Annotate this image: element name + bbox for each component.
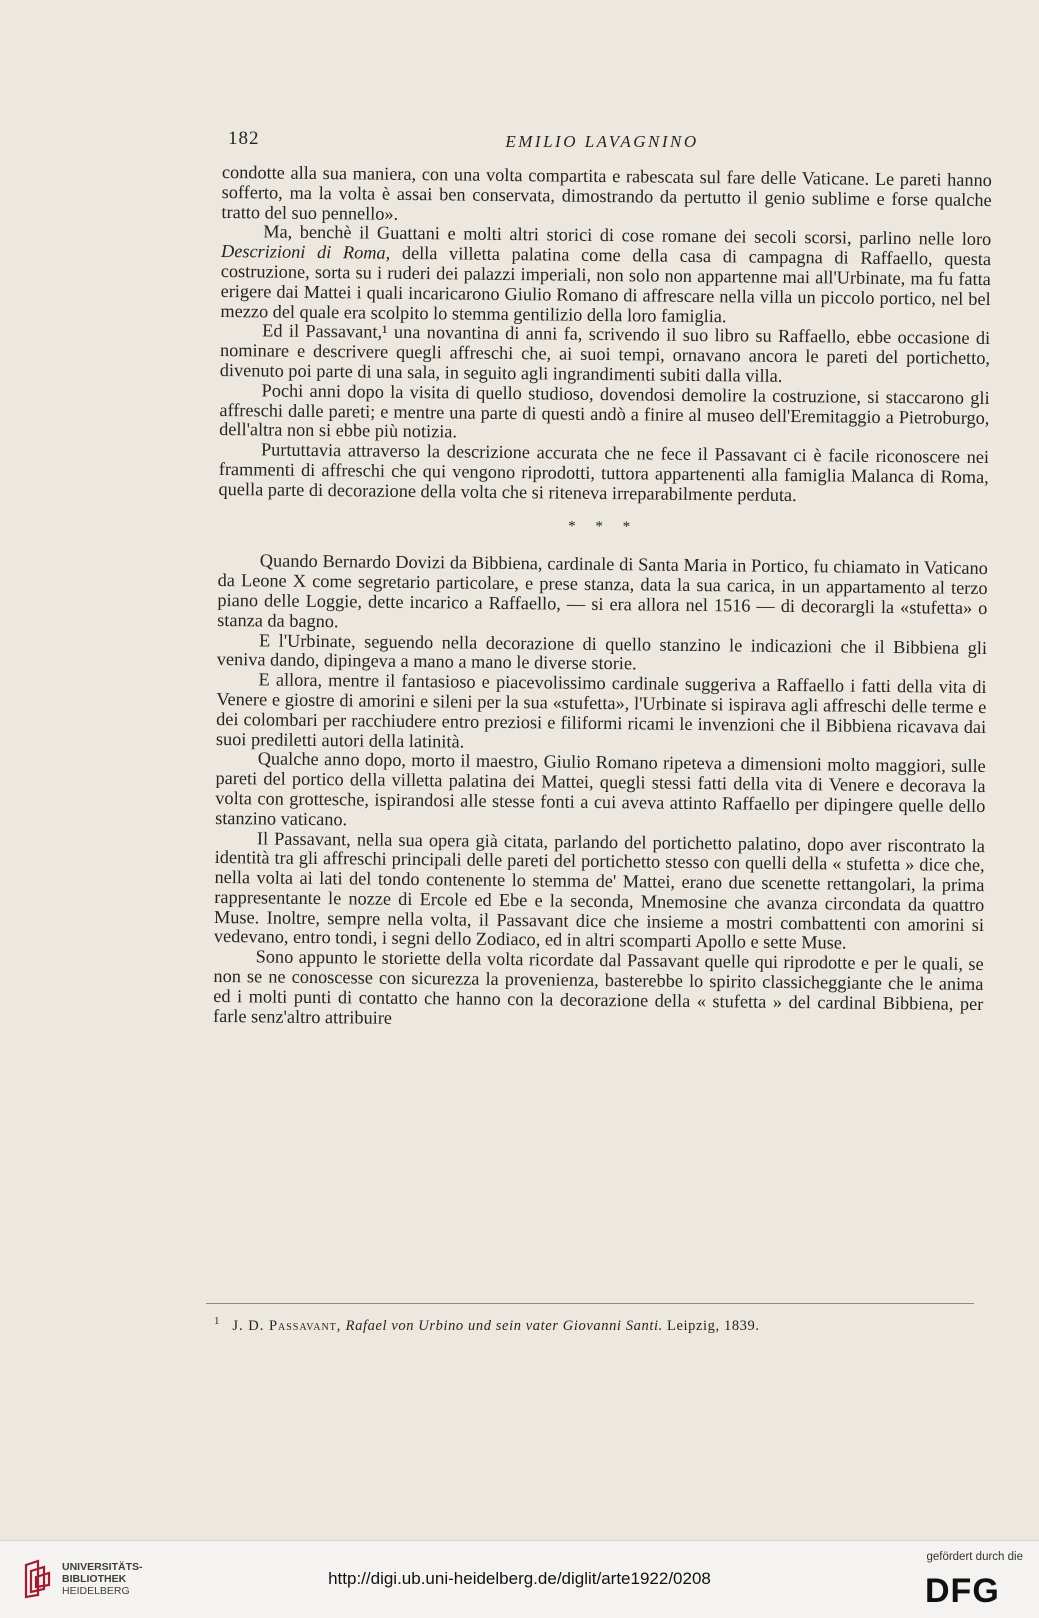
paragraph: Qualche anno dopo, morto il maestro, Giulio Romano ripeteva a dimensioni molto maggiori, sulle pareti del portico della villetta palatina dei Mattei, quegli stessi fatti della vita di Venere e decorava la volta con grottesche, ispirandosi alle stesse fonti a cui aveva attinto Raffaello per dipingere quelle dello stanzino vaticano. xyxy=(215,748,986,830)
paragraph: Purtuttavia attraverso la descrizione accurata che ne fece il Passavant ci è facile riconoscere nei frammenti di affreschi che qui vengono riprodotti, tuttora appartenenti alla famiglia Malanca di Roma, quella parte di decorazione della volta che si riteneva irreparabilmente perduta. xyxy=(218,439,990,505)
article-body xyxy=(213,163,992,1034)
footnote-author: J. D. Passavant, xyxy=(232,1317,342,1334)
library-line: UNIVERSITÄTS- xyxy=(62,1561,143,1573)
paragraph: Quando Bernardo Dovizi da Bibbiena, cardinale di Santa Maria in Portico, fu chiamato in Vaticano da Leone X come segretario particolare, e prese stanza, data la sua carica, in un appartamento al terzo piano delle Loggie, dette incarico a Raffaello, — si era allora nel 1516 — di decorargli la «stufetta» o stanza da bagno. xyxy=(217,550,988,631)
dfg-logo-text: DFG xyxy=(925,1572,1000,1607)
footnote xyxy=(214,1315,974,1335)
page-header xyxy=(222,126,982,156)
running-title: EMILIO LAVAGNINO xyxy=(505,132,699,151)
italic-title: Descrizioni di Roma xyxy=(220,241,386,263)
footnote-title: Rafael von Urbino und sein vater Giovanni Santi. xyxy=(345,1317,663,1334)
paragraph: Ma, benchè il Guattani e molti altri storici di cose romane dei secoli scorsi, parlino nelle loro Descrizioni di Roma, della villetta palatina come della casa di campagna di Raffaello, questa costruzione, sorta su i ruderi dei palazzi imperiali, non solo non appartenne mai all'Urbinate, ma fu fatta erigere dai Mattei i quali incaricarono Giulio Romano di affrescare nella villa un piccolo portico, nel bel mezzo del quale era scolpito lo stemma gentilizio della loro famiglia. xyxy=(220,221,992,326)
viewer-footer xyxy=(0,1540,1039,1618)
permalink-url[interactable]: http://digi.ub.uni-heidelberg.de/diglit/arte1922/0208 xyxy=(328,1569,711,1588)
paragraph: Sono appunto le storiette della volta ricordate dal Passavant quelle qui riprodotte e per le quali, se non se ne conoscesse con sicurezza la provenienza, basterebbe lo spirito classicheggiante che le anima ed i molti punti di contatto che hanno con la decorazione della « stufetta » del cardinal Bibbiena, per farle senz'altro attribuire xyxy=(212,946,984,1028)
paragraph: E allora, mentre il fantasioso e piacevolissimo cardinale suggeriva a Raffaello i fatti della vita di Venere e giostre di amorini e sileni per la sua «stufetta», l'Urbinate si ispirava agli affreschi delle terme e dei colombari per racchiudere entro preziosi e filiformi ricami le invenzioni che il Bibbiena ricavava dai suoi prediletti autori della latinità. xyxy=(215,669,987,752)
library-line: HEIDELBERG xyxy=(62,1585,130,1597)
paragraph: condotte alla sua maniera, con una volta compartita e rabescata sul fare delle Vaticane. Le pareti hanno sofferto, ma la volta è assai ben conservata, dimostrando da pertutto il genio sublime e forse qualche tratto del suo pennello». xyxy=(221,162,992,224)
page-number: 182 xyxy=(228,128,260,149)
section-break: * * * xyxy=(568,518,639,535)
paragraph: Pochi anni dopo la visita di quello studioso, dovendosi demolire la costruzione, si staccarono gli affreschi dalle pareti; e mentre una parte di questi andò a finire al museo dell'Eremitaggio a Pietroburgo, dell'altra non si ebbe più notizia. xyxy=(219,380,990,442)
paragraph: Il Passavant, nella sua opera già citata, parlando del portichetto palatino, dopo aver riscontrato la identità tra gli affreschi principali delle pareti del portichetto stesso con quelli della « stufetta » dice che, nella volta ai lati del tondo contenente lo stemma de' Mattei, erano due scenette rettangolari, la prima rappresentante le nozze di Ercole ed Ebe e la seconda, Mnemosine che avanza circondata da quattro Muse. Inoltre, sempre nella volta, il Passavant dice che insieme a mostri combattenti con amorini si vedevano, entro tondi, i segni dello Zodiaco, ed in altri scomparti Apollo e sette Muse. xyxy=(213,827,985,954)
footnote-marker: 1 xyxy=(214,1315,221,1327)
footnote-divider xyxy=(206,1303,974,1304)
funding-label: gefördert durch die xyxy=(926,1551,1023,1563)
footnote-place-year: Leipzig, 1839. xyxy=(667,1317,760,1334)
paragraph: Ed il Passavant,¹ una novantina di anni fa, scrivendo il suo libro su Raffaello, ebbe occasione di nominare e descrivere quegli affreschi che, ai suoi tempi, ornavano ancora le pareti del portichetto, divenuto poi parte di una sala, in seguito agli ingrandimenti subiti dalla villa. xyxy=(219,320,991,386)
dfg-logo-icon xyxy=(923,1571,1023,1607)
library-line: BIBLIOTHEK xyxy=(62,1573,127,1585)
paragraph: E l'Urbinate, seguendo nella decorazione di quello stanzino le indicazioni che il Bibbiena gli veniva dando, dipingeva a mano a mano le diverse storie. xyxy=(216,629,988,674)
